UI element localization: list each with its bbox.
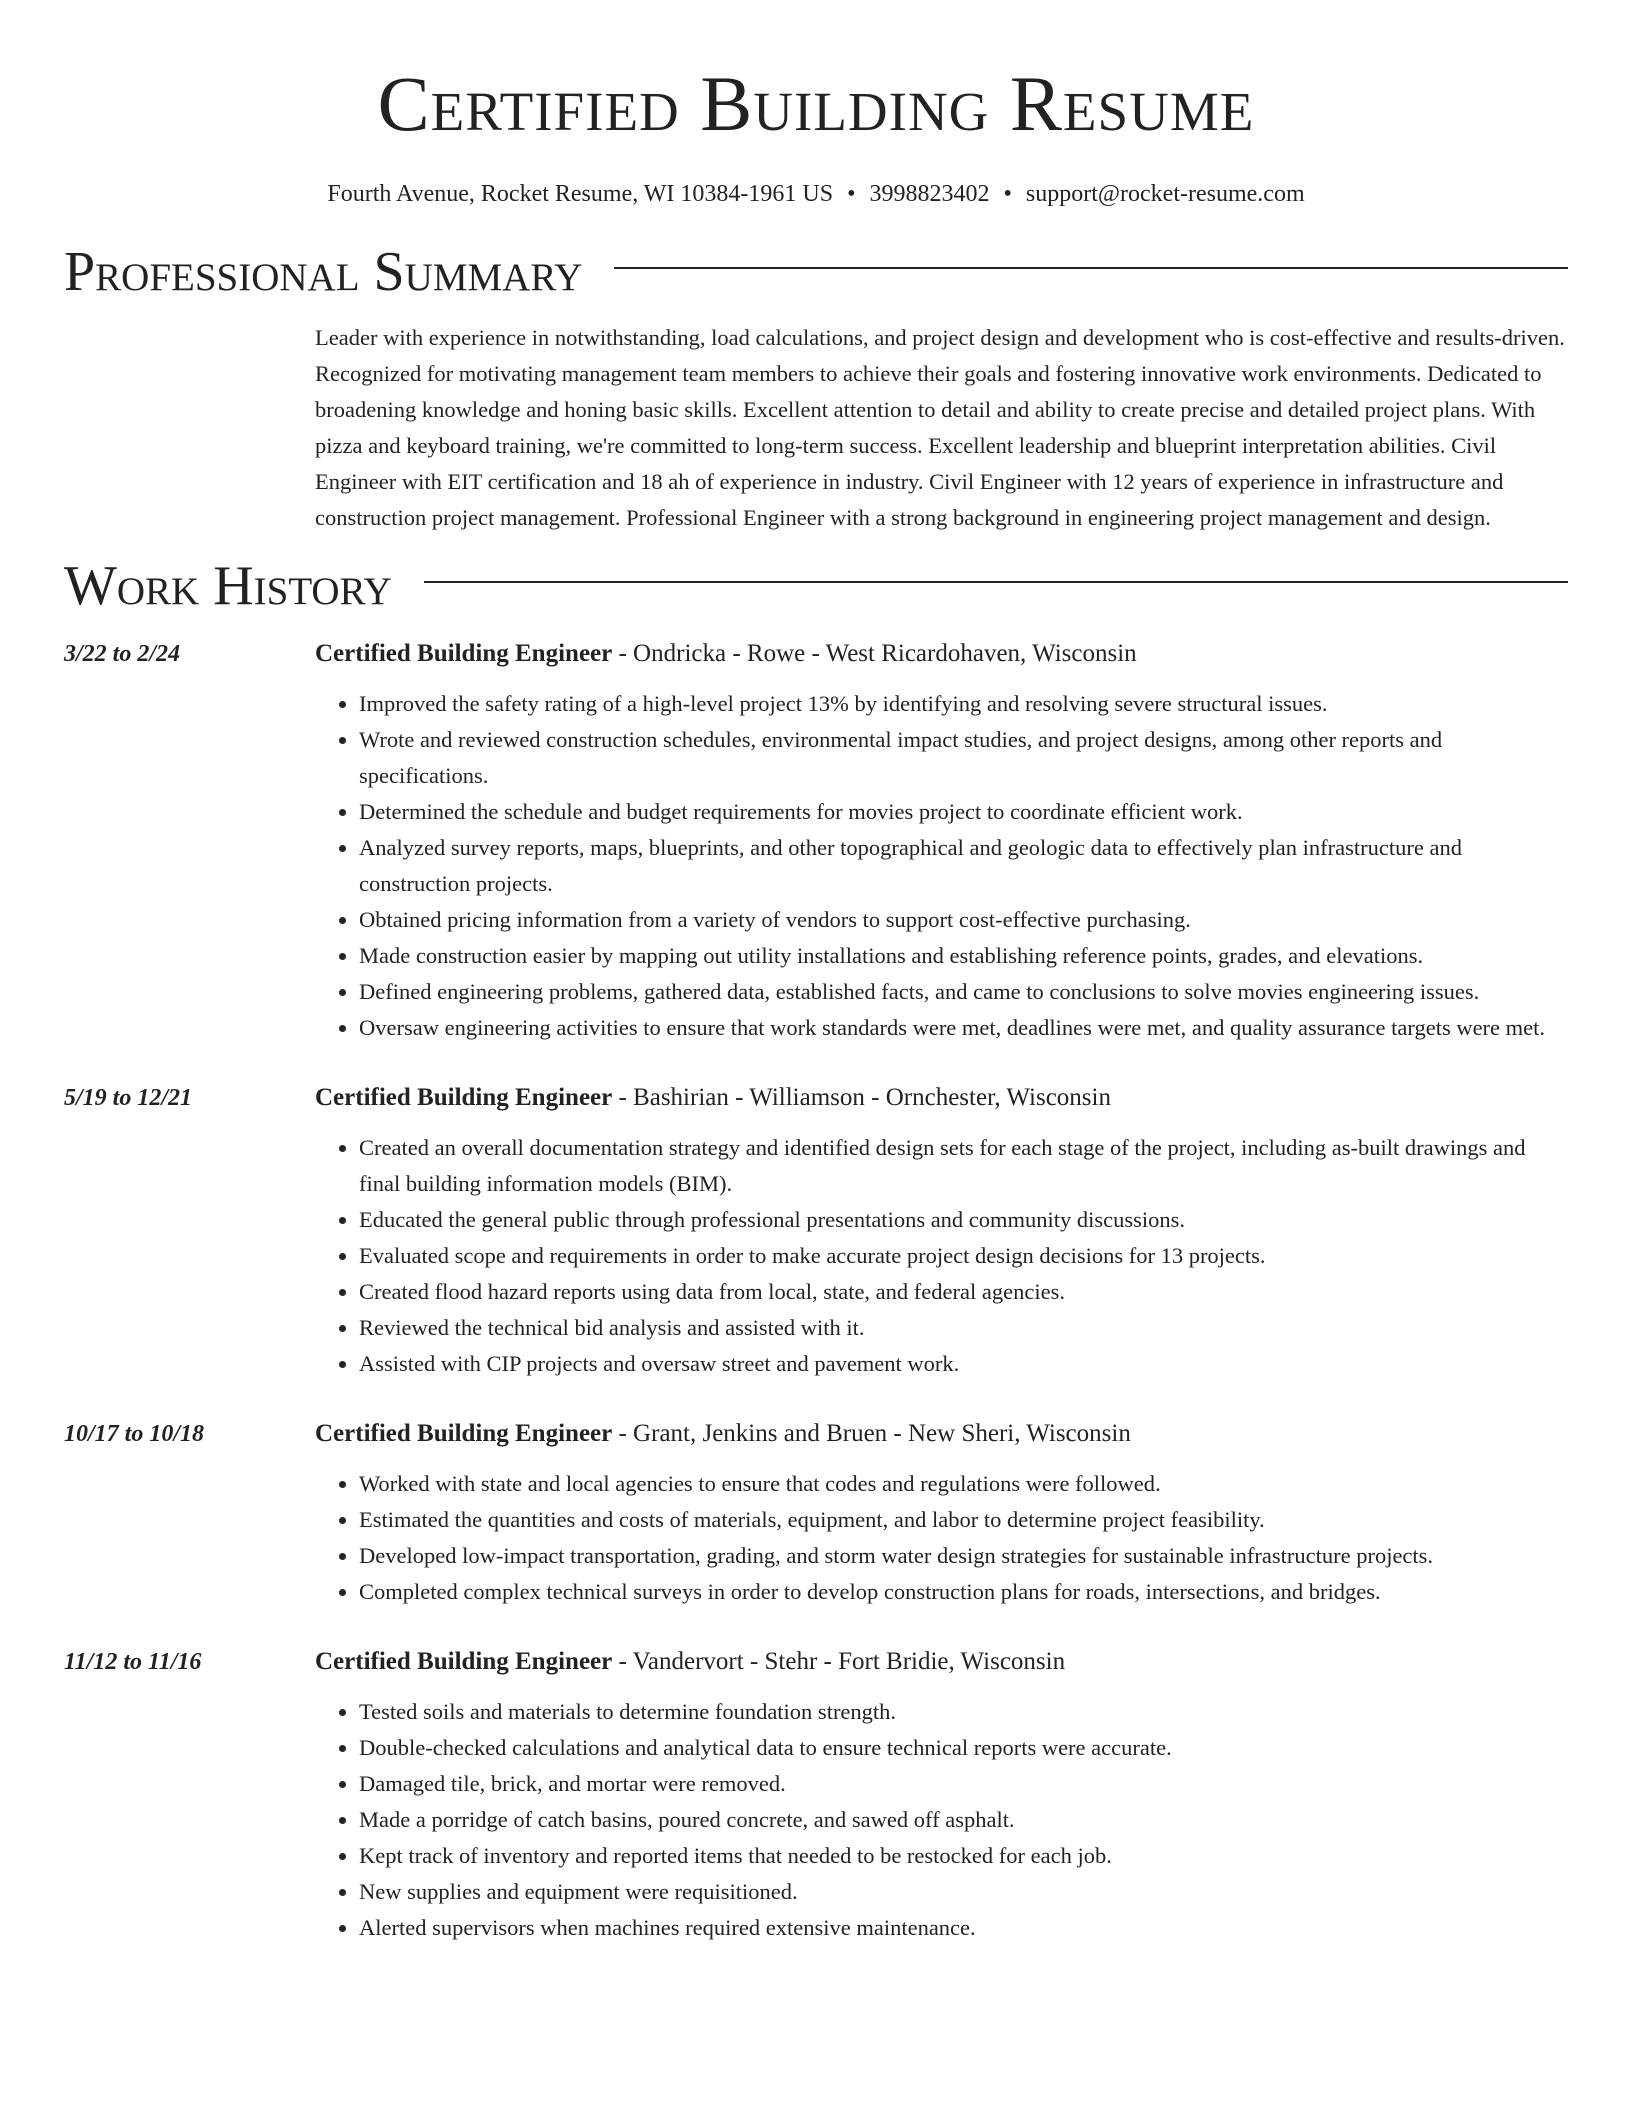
job-bullets xyxy=(315,1130,1568,1382)
resume-name: Certified Building Resume xyxy=(377,60,1255,147)
job-dates: 5/19 to 12/21 xyxy=(64,1085,193,1111)
job-bullet: • Made construction easier by mapping out utility installations and establishing reference points, grades, and elevations. xyxy=(359,938,1568,974)
job-role: Certified Building Engineer xyxy=(315,640,613,667)
contact-separator: • xyxy=(1003,181,1012,207)
summary-text: Leader with experience in notwithstanding, load calculations, and project design and development who is cost-effective and results-driven. Recognized for motivating management team members to achieve their goals and fostering innovative work environments. Dedicated to broadening knowledge and honing basic skills. Excellent attention to detail and ability to create precise and detailed project plans. With pizza and keyboard training, we're committed to long-term success. Excellent leadership and blueprint interpretation abilities. Civil Engineer with EIT certification and 18 ah of experience in industry. Civil Engineer with 12 years of experience in infrastructure and construction project management. Professional Engineer with a strong background in engineering project management and design. xyxy=(315,325,1565,530)
job-body xyxy=(315,1416,1568,1610)
job-bullet: • Assisted with CIP projects and oversaw street and pavement work. xyxy=(359,1346,1568,1382)
job-employer-location: - Bashirian - Williamson - Ornchester, Wisconsin xyxy=(612,1084,1111,1111)
job-employer-location: - Vandervort - Stehr - Fort Bridie, Wisconsin xyxy=(612,1648,1066,1675)
job-bullet: • Oversaw engineering activities to ensure that work standards were met, deadlines were met, and quality assurance targets were met. xyxy=(359,1010,1568,1046)
job-bullet: • Improved the safety rating of a high-level project 13% by identifying and resolving severe structural issues. xyxy=(359,686,1568,722)
job-bullet: • Developed low-impact transportation, grading, and storm water design strategies for sustainable infrastructure projects. xyxy=(359,1538,1568,1574)
section-title: Professional Summary xyxy=(64,241,583,303)
email: support@rocket-resume.com xyxy=(1025,181,1305,207)
job-entry xyxy=(64,1080,1568,1382)
job-bullet: • Completed complex technical surveys in order to develop construction plans for roads, intersections, and bridges. xyxy=(359,1574,1568,1610)
contact-line xyxy=(64,178,1568,210)
job-bullet: • Kept track of inventory and reported items that needed to be restocked for each job. xyxy=(359,1838,1568,1874)
job-title-line xyxy=(315,1080,1568,1116)
job-body xyxy=(315,1080,1568,1382)
job-entry xyxy=(64,636,1568,1046)
contact-separator: • xyxy=(847,181,856,207)
job-title-line xyxy=(315,1644,1568,1680)
job-bullet: • Evaluated scope and requirements in order to make accurate project design decisions for 13 projects. xyxy=(359,1238,1568,1274)
address: Fourth Avenue, Rocket Resume, WI 10384-1961 US xyxy=(327,181,834,207)
job-bullet: • Determined the schedule and budget requirements for movies project to coordinate efficient work. xyxy=(359,794,1568,830)
job-role: Certified Building Engineer xyxy=(315,1420,613,1447)
job-bullet: • Made a porridge of catch basins, poured concrete, and sawed off asphalt. xyxy=(359,1802,1568,1838)
section-divider xyxy=(424,581,1568,583)
job-dates: 10/17 to 10/18 xyxy=(64,1421,205,1447)
job-dates: 3/22 to 2/24 xyxy=(64,641,181,667)
job-bullet: • Estimated the quantities and costs of materials, equipment, and labor to determine project feasibility. xyxy=(359,1502,1568,1538)
job-bullet: • Created an overall documentation strategy and identified design sets for each stage of the project, including as-built drawings and final building information models (BIM). xyxy=(359,1130,1568,1202)
job-bullet: • Alerted supervisors when machines required extensive maintenance. xyxy=(359,1910,1568,1946)
job-bullet: • Double-checked calculations and analytical data to ensure technical reports were accurate. xyxy=(359,1730,1568,1766)
phone: 3998823402 xyxy=(869,181,990,207)
work-history-list xyxy=(64,636,1568,1946)
job-title-line xyxy=(315,636,1568,672)
job-bullet: • Worked with state and local agencies to ensure that codes and regulations were followed. xyxy=(359,1466,1568,1502)
job-role: Certified Building Engineer xyxy=(315,1648,613,1675)
job-bullet: • Reviewed the technical bid analysis and assisted with it. xyxy=(359,1310,1568,1346)
work-section-header xyxy=(64,554,1568,618)
job-role: Certified Building Engineer xyxy=(315,1084,613,1111)
job-employer-location: - Ondricka - Rowe - West Ricardohaven, Wisconsin xyxy=(612,640,1137,667)
job-bullet: • Obtained pricing information from a variety of vendors to support cost-effective purchasing. xyxy=(359,902,1568,938)
job-bullet: • Defined engineering problems, gathered data, established facts, and came to conclusions to solve movies engineering issues. xyxy=(359,974,1568,1010)
job-bullet: • Damaged tile, brick, and mortar were removed. xyxy=(359,1766,1568,1802)
job-body xyxy=(315,1644,1568,1946)
job-bullet: • Educated the general public through professional presentations and community discussions. xyxy=(359,1202,1568,1238)
job-bullet: • New supplies and equipment were requisitioned. xyxy=(359,1874,1568,1910)
job-body xyxy=(315,636,1568,1046)
job-bullet: • Wrote and reviewed construction schedules, environmental impact studies, and project designs, among other reports and specifications. xyxy=(359,722,1568,794)
job-dates: 11/12 to 11/16 xyxy=(64,1649,202,1675)
job-entry xyxy=(64,1644,1568,1946)
job-bullets xyxy=(315,1466,1568,1610)
section-title: Work History xyxy=(64,555,392,617)
section-divider xyxy=(614,267,1568,269)
job-bullet: • Created flood hazard reports using data from local, state, and federal agencies. xyxy=(359,1274,1568,1310)
resume-page xyxy=(64,0,1568,1946)
job-bullets xyxy=(315,1694,1568,1946)
summary-section-header xyxy=(64,240,1568,304)
job-employer-location: - Grant, Jenkins and Bruen - New Sheri, Wisconsin xyxy=(612,1420,1131,1447)
job-bullet: • Tested soils and materials to determine foundation strength. xyxy=(359,1694,1568,1730)
job-bullet: • Analyzed survey reports, maps, blueprints, and other topographical and geologic data to effectively plan infrastructure and construction projects. xyxy=(359,830,1568,902)
job-entry xyxy=(64,1416,1568,1610)
job-bullets xyxy=(315,686,1568,1046)
job-title-line xyxy=(315,1416,1568,1452)
